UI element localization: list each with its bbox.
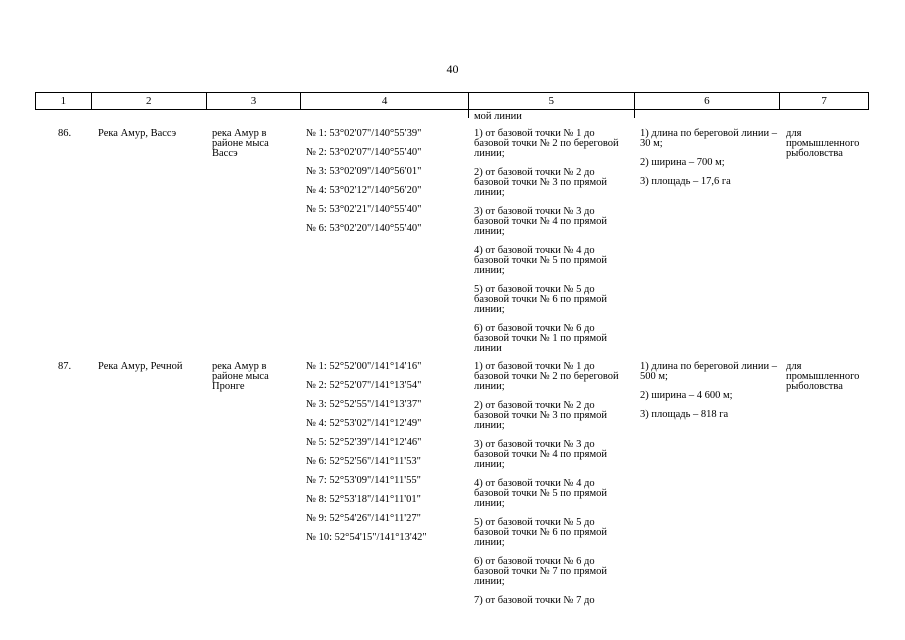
- boundary-segment: 7) от базовой точки № 7 до: [474, 595, 595, 606]
- coordinate-point: № 4: 52°53'02"/141°12'49": [306, 418, 422, 429]
- row-number: 86.: [58, 128, 72, 139]
- coordinate-point: № 6: 53°02'20"/140°55'40": [306, 223, 422, 234]
- coordinate-point: № 8: 52°53'18"/141°11'01": [306, 494, 421, 505]
- boundary-segment: 1) от базовой точки № 1 до базовой точки № 2 по береговой линии;: [474, 128, 619, 159]
- site-purpose: для промышленного рыболовства: [786, 361, 860, 392]
- boundary-segment: 1) от базовой точки № 1 до базовой точки № 2 по береговой линии;: [474, 361, 619, 392]
- coordinate-point: № 1: 52°52'00"/141°14'16": [306, 361, 422, 372]
- boundary-segment: 2) от базовой точки № 2 до базовой точки № 3 по прямой линии;: [474, 400, 607, 431]
- column-header-4: 4: [301, 93, 469, 109]
- dimension-item: 3) площадь – 818 га: [640, 409, 729, 420]
- site-dimensions: [640, 129, 778, 196]
- site-dimensions: [640, 362, 778, 429]
- coordinate-point: № 5: 53°02'21"/140°55'40": [306, 204, 422, 215]
- coordinates-list: [306, 362, 468, 552]
- site-name: Река Амур, Речной: [98, 361, 183, 372]
- boundary-segment: 5) от базовой точки № 5 до базовой точки № 6 по прямой линии;: [474, 284, 607, 315]
- dimension-item: 2) ширина – 4 600 м;: [640, 390, 733, 401]
- boundary-segments: [474, 129, 632, 363]
- coordinate-point: № 2: 52°52'07"/141°13'54": [306, 380, 422, 391]
- column-header-2: 2: [92, 93, 207, 109]
- boundary-segment: 3) от базовой точки № 3 до базовой точки № 4 по прямой линии;: [474, 439, 607, 470]
- coordinate-point: № 4: 53°02'12"/140°56'20": [306, 185, 422, 196]
- dimension-item: 1) длина по береговой линии – 30 м;: [640, 128, 778, 149]
- boundary-segments: [474, 362, 632, 615]
- boundary-segment: 2) от базовой точки № 2 до базовой точки № 3 по прямой линии;: [474, 167, 607, 198]
- column-divider: [634, 110, 635, 118]
- coordinates-list: [306, 129, 468, 243]
- column-header-7: 7: [821, 95, 827, 107]
- carryover-text: мой линии: [474, 111, 522, 122]
- site-purpose: для промышленного рыболовства: [786, 128, 860, 159]
- column-header-6: 6: [635, 93, 781, 109]
- coordinate-point: № 9: 52°54'26"/141°11'27": [306, 513, 421, 524]
- coordinate-point: № 2: 53°02'07"/140°55'40": [306, 147, 422, 158]
- site-name: Река Амур, Вассэ: [98, 128, 177, 139]
- coordinate-point: № 10: 52°54'15"/141°13'42": [306, 532, 427, 543]
- coordinate-point: № 1: 53°02'07"/140°55'39": [306, 128, 422, 139]
- coordinate-point: № 6: 52°52'56"/141°11'53": [306, 456, 421, 467]
- boundary-segment: 4) от базовой точки № 4 до базовой точки № 5 по прямой линии;: [474, 478, 607, 509]
- boundary-segment: 6) от базовой точки № 6 до базовой точки № 7 по прямой линии;: [474, 556, 607, 587]
- column-header-3: 3: [207, 93, 302, 109]
- boundary-segment: 5) от базовой точки № 5 до базовой точки № 6 по прямой линии;: [474, 517, 607, 548]
- column-header-1: 1: [36, 93, 92, 109]
- boundary-segment: 6) от базовой точки № 6 до базовой точки № 1 по прямой линии: [474, 323, 607, 354]
- coordinate-point: № 5: 52°52'39"/141°12'46": [306, 437, 422, 448]
- dimension-item: 2) ширина – 700 м;: [640, 157, 725, 168]
- coordinate-point: № 7: 52°53'09"/141°11'55": [306, 475, 421, 486]
- coordinate-point: № 3: 52°52'55"/141°13'37": [306, 399, 422, 410]
- column-header-5: 5: [469, 93, 635, 109]
- row-number: 87.: [58, 361, 72, 372]
- page-number: 40: [446, 62, 459, 76]
- dimension-item: 1) длина по береговой линии – 500 м;: [640, 361, 778, 382]
- table-header: [35, 92, 869, 110]
- boundary-segment: 3) от базовой точки № 3 до базовой точки № 4 по прямой линии;: [474, 206, 607, 237]
- coordinate-point: № 3: 53°02'09"/140°56'01": [306, 166, 422, 177]
- boundary-segment: 4) от базовой точки № 4 до базовой точки № 5 по прямой линии;: [474, 245, 607, 276]
- column-divider: [468, 110, 469, 118]
- site-location: река Амур в районе мыса Пронге: [212, 361, 269, 392]
- site-location: река Амур в районе мыса Вассэ: [212, 128, 269, 159]
- dimension-item: 3) площадь – 17,6 га: [640, 176, 731, 187]
